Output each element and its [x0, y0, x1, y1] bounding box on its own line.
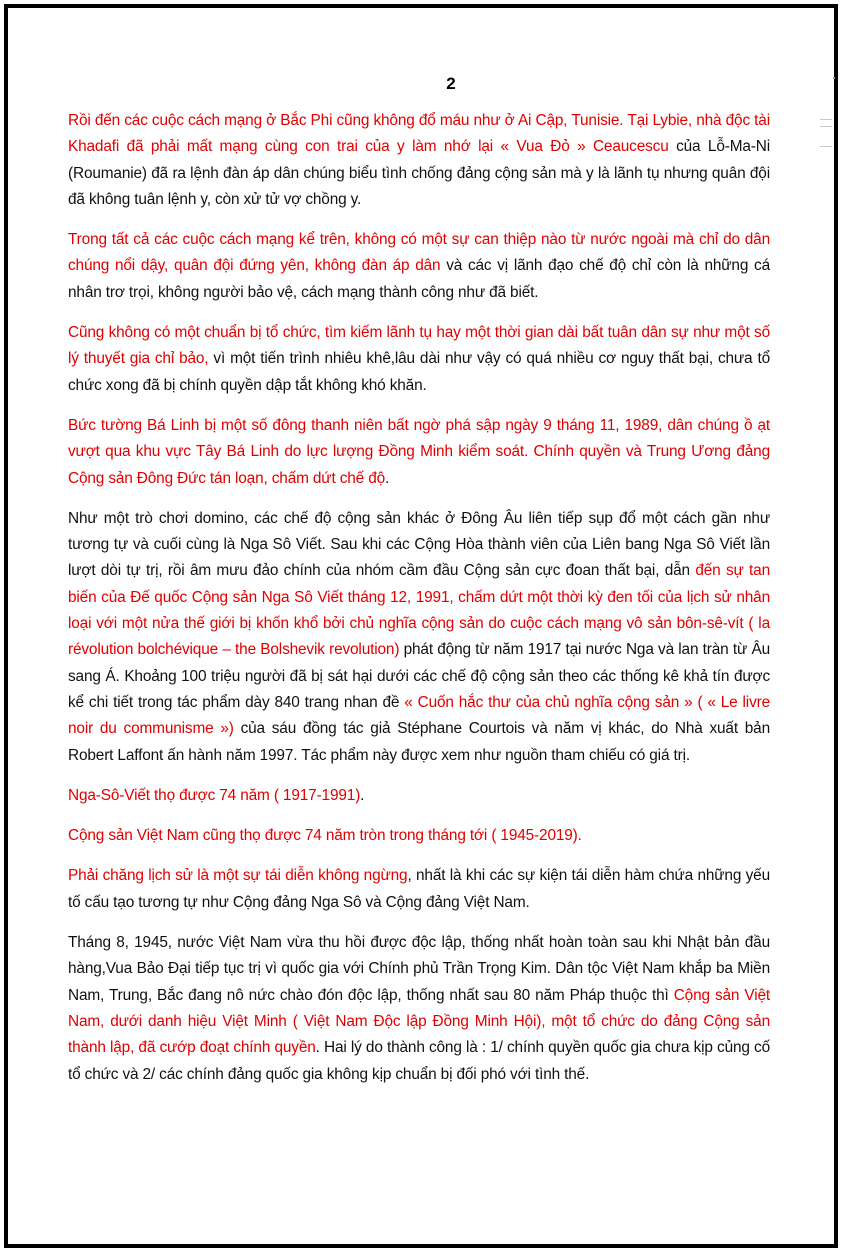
text-run: của sáu đồng tác giả Stéphane Courtois và năm vị khác, do Nhà xuất bản Robert Laffont ấn hành năm 1997. Tác phẩm này được xem như nguồn tham chiếu có giá trị. [68, 720, 771, 764]
page-number: 2 [446, 74, 456, 93]
text-run: . [360, 786, 365, 804]
text-run: và các vị lãnh đạo chế độ chỉ còn là những cá nhân trơ trọi, không người bảo vệ, cách mạng thành công như đã biết. [68, 257, 770, 301]
margin-marker [833, 77, 835, 79]
document-body [68, 108, 770, 1102]
paragraph-arab-spring-libya [68, 108, 770, 213]
text-run: Như một trò chơi domino, các chế độ cộng sản khác ở Đông Âu liên tiếp sụp đổ một cách gần như tương tự và cuối cùng là Nga Sô Viết. Sau khi các Cộng Hòa thành viên của Liên bang Nga Sô Viết lần lượt dòi tự trị, rồi âm mưu đảo chính của nhóm cầm đầu Cộng sản cực đoan thất bại, dẫn [68, 509, 770, 580]
paragraph-august-1945 [68, 930, 770, 1088]
text-run: phát động từ năm 1917 tại nước Nga và lan tràn từ Âu sang Á. Khoảng 100 triệu người đã bị sát hại dưới các chế độ cộng sản theo các thống kê khả tín được kể chi tiết trong tác phẩm dày 840 trang nhan đề [68, 641, 770, 711]
text-run: Cộng sản Việt Nam cũng thọ được 74 năm tròn trong tháng tới ( 1945-2019). [68, 827, 582, 845]
paragraph-history-repeats [68, 863, 770, 916]
text-run: Cũng không có một chuẩn bị tổ chức, tìm kiếm lãnh tụ hay một thời gian dài bất tuân dân sự như một số lý thuyết gia chỉ bảo, [68, 324, 770, 368]
paragraph-soviet-lifespan [68, 783, 770, 809]
text-run: Trong tất cả các cuộc cách mạng kể trên, không có một sự can thiệp nào từ nước ngoài mà chỉ do dân chúng nổi dậy, quân đội đứng yên, không đàn áp dân [68, 231, 770, 275]
book-title: « Cuốn hắc thư của chủ nghĩa cộng sản » ( « Le livre noir du communisme ») [68, 693, 770, 738]
paragraph-soviet-collapse [68, 506, 770, 769]
text-run: . [385, 469, 390, 487]
text-run: Cộng sản Việt Nam, dưới danh hiệu Việt Minh ( Việt Nam Độc lập Đồng Minh Hội), một tổ chức do đảng Cộng sản thành lập, đã cướp đoạt chính quyền [68, 986, 771, 1057]
margin-marker [820, 146, 832, 147]
paragraph-no-foreign-intervention [68, 227, 770, 306]
text-run: Phải chăng lịch sử là một sự tái diễn không ngừng [68, 867, 408, 885]
text-run: đến sự tan biến của Đế quốc Cộng sản Nga Sô Viết tháng 12, 1991, chấm dứt một thời kỳ đen tối của lịch sử nhân loại với một nửa thế giới bị khốn khổ bởi chủ nghĩa cộng sản do cuộc cách mạng vô sản bôn-sê-vít ( la révolution bolchévique – the Bolshevik revolution) [68, 562, 770, 659]
margin-marker [820, 119, 832, 120]
text-run: Nga-Sô-Viết thọ được 74 năm ( 1917-1991) [68, 786, 361, 804]
text-run: , nhất là khi các sự kiện tái diễn hàm chứa những yếu tố cấu tạo tương tự như Cộng đảng Nga Sô và Cộng đảng Việt Nam. [68, 867, 771, 911]
text-run: của Lỗ-Ma-Ni (Roumanie) đã ra lệnh đàn áp dân chúng biểu tình chống đảng cộng sản mà y là lãnh tụ nhưng quân đội đã không tuân lệnh y, còn xử tử vợ chồng y. [68, 138, 770, 208]
margin-marker [820, 126, 832, 127]
paragraph-vietnam-lifespan [68, 823, 770, 849]
text-run: vì một tiến trình nhiêu khê,lâu dài như vậy có quá nhiều cơ nguy thất bại, chưa tổ chức xong đã bị chính quyền dập tắt không khó khăn. [68, 350, 770, 394]
paragraph-berlin-wall [68, 413, 770, 492]
text-run: Bức tường Bá Linh bị một số đông thanh niên bất ngờ phá sập ngày 9 tháng 11, 1989, dân chúng ồ ạt vượt qua khu vực Tây Bá Linh do lực lượng Đồng Minh kiểm soát. Chính quyền và Trung Ương đảng Cộng sản Đông Đức tán loạn, chấm dứt chế độ [68, 416, 770, 487]
paragraph-no-preparation [68, 320, 770, 399]
text-run: Rồi đến các cuộc cách mạng ở Bắc Phi cũng không đổ máu như ở Ai Cập, Tunisie. Tại Lybie, nhà độc tài Khadafi đã phải mất mạng cùng con trai của y làm nhớ lại « Vua Đỏ » Ceaucescu [68, 112, 770, 156]
text-run: Tháng 8, 1945, nước Việt Nam vừa thu hồi được độc lập, thống nhất hoàn toàn sau khi Nhật bản đầu hàng,Vua Bảo Đại tiếp tục trị vì quốc gia với Chính phủ Trần Trọng Kim. Dân tộc Việt Nam khắp ba Miền Nam, Trung, Bắc đang nô nức chào đón độc lập, thống nhất sau 80 năm Pháp thuộc thì [68, 934, 770, 1004]
text-run: . Hai lý do thành công là : 1/ chính quyền quốc gia chưa kịp củng cố tổ chức và 2/ các chính đảng quốc gia không kịp chuẩn bị đối phó với tình thế. [68, 1039, 770, 1083]
